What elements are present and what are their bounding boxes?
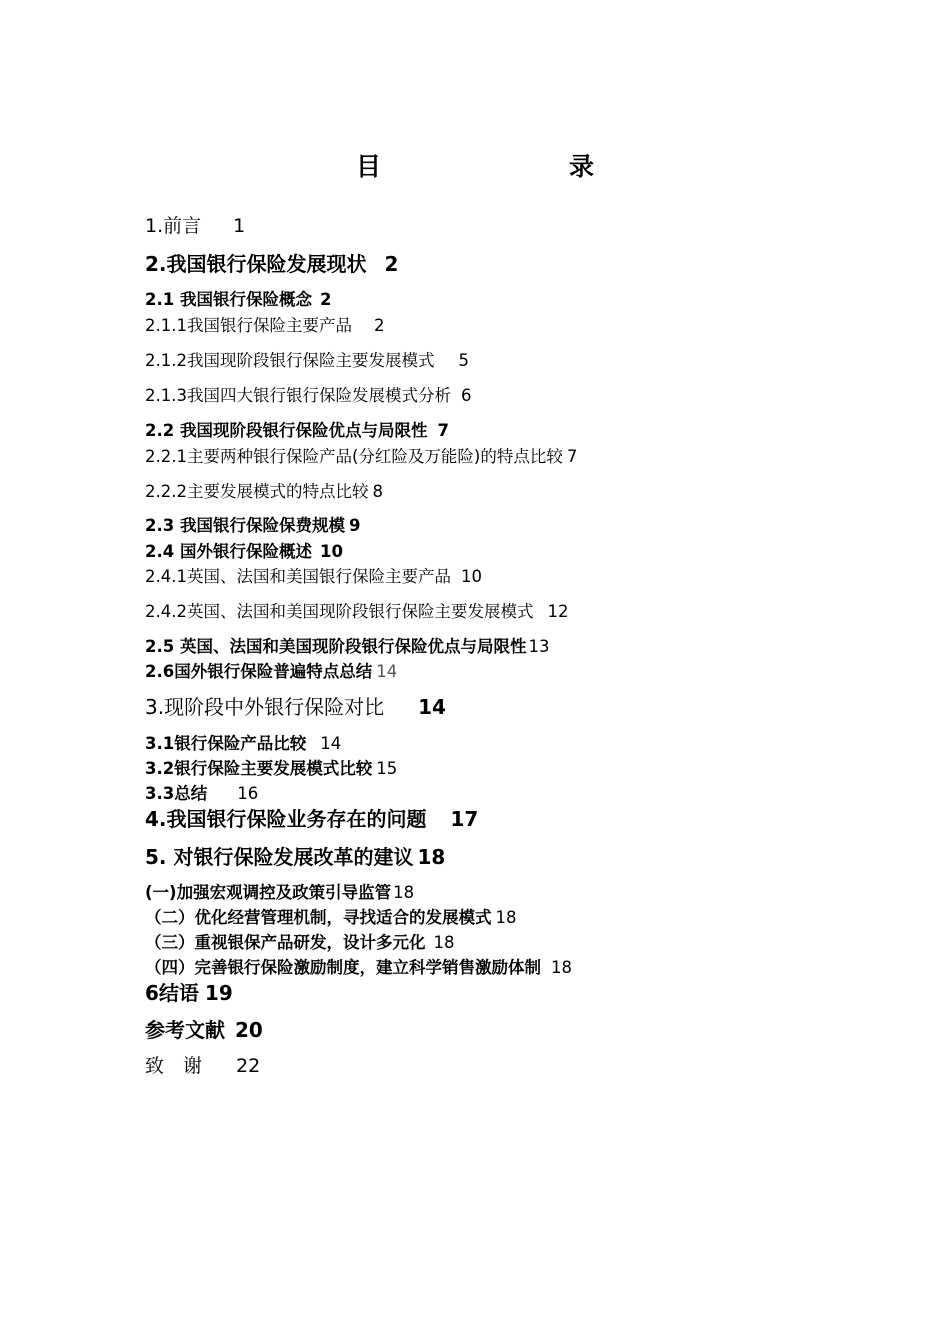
toc-entry-page: 10	[319, 542, 343, 561]
toc-entry-page: 9	[348, 516, 361, 535]
toc-entry	[145, 217, 245, 236]
toc-entry	[145, 569, 482, 586]
toc-entry	[145, 353, 469, 370]
toc-entry-page: 12	[547, 602, 569, 621]
toc-entry	[145, 1020, 263, 1040]
toc-entry	[145, 639, 549, 656]
toc-entry-page: 2	[373, 316, 385, 335]
toc-entry	[145, 885, 414, 902]
toc-entry-text: 3.现阶段中外银行保险对比	[145, 695, 385, 719]
toc-entry-text: 参考文献	[145, 1018, 225, 1042]
toc-entry-text: （四）完善银行保险激励制度，建立科学销售激励体制	[145, 958, 541, 977]
toc-entry-page: 18	[433, 933, 455, 952]
toc-entry	[145, 935, 455, 952]
toc-entry-page: 22	[236, 1055, 261, 1077]
toc-entry-page: 6	[460, 386, 472, 405]
toc-entry-text: 2.4.1英国、法国和美国银行保险主要产品	[145, 567, 451, 586]
toc-entry-page: 14	[376, 662, 398, 681]
toc-entry	[145, 544, 343, 561]
toc-entry-text: （二）优化经营管理机制，寻找适合的发展模式	[145, 908, 492, 927]
toc-entry-text: 2.4 国外银行保险概述	[145, 542, 312, 561]
toc-entry-text: （三）重视银保产品研发，设计多元化	[145, 933, 426, 952]
toc-entry-text: 2.1.2我国现阶段银行保险主要发展模式	[145, 351, 435, 370]
toc-entry-page: 18	[495, 908, 517, 927]
toc-entry-page: 8	[372, 482, 383, 501]
toc-entry-text: 3.1银行保险产品比较	[145, 734, 307, 753]
toc-entry-text: 2.6国外银行保险普遍特点总结	[145, 662, 373, 681]
toc-entry-text: 4.我国银行保险业务存在的问题	[145, 807, 427, 831]
toc-entry	[145, 697, 446, 717]
toc-entry	[145, 604, 568, 621]
toc-entry	[145, 910, 517, 927]
toc-entry-page: 1	[233, 215, 246, 237]
toc-entry	[145, 254, 398, 274]
toc-entry-page: 7	[437, 421, 449, 440]
toc-entry-page: 19	[204, 981, 233, 1005]
toc-entry	[145, 292, 331, 309]
toc-entry-page: 20	[235, 1018, 263, 1042]
toc-entry	[145, 449, 577, 466]
toc-entry-text: 2.2.2主要发展模式的特点比较	[145, 482, 369, 501]
toc-entry	[145, 318, 384, 335]
toc-entry	[145, 786, 258, 803]
toc-entry-text: 2.1.3我国四大银行银行保险发展模式分析	[145, 386, 451, 405]
toc-entry-text: 2.2 我国现阶段银行保险优点与局限性	[145, 421, 428, 440]
toc-entry-page: 7	[566, 447, 578, 466]
toc-entry	[145, 388, 471, 405]
toc-entry-page: 13	[528, 637, 550, 656]
toc-entry	[145, 664, 397, 681]
toc-entry-text: 2.4.2英国、法国和美国现阶段银行保险主要发展模式	[145, 602, 534, 621]
toc-entry	[145, 983, 233, 1003]
toc-entry-page: 2	[319, 290, 332, 309]
toc-entry	[145, 423, 449, 440]
toc-entry-page: 10	[460, 567, 482, 586]
toc-entry	[145, 484, 383, 501]
toc-entry-page: 16	[237, 784, 259, 803]
toc-entry-page: 14	[418, 695, 446, 719]
toc-entry-text: 2.我国银行保险发展现状	[145, 252, 367, 276]
toc-entry-page: 2	[384, 252, 399, 276]
toc-entry-text: 2.3 我国银行保险保费规模	[145, 516, 345, 535]
toc-entry-page: 14	[320, 734, 342, 753]
toc-entry-page: 15	[376, 759, 398, 778]
toc-entry-text: 2.1.1我国银行保险主要产品	[145, 316, 352, 335]
toc-entry-text: 5. 对银行保险发展改革的建议	[145, 845, 414, 869]
page-title: 目 录	[355, 152, 640, 181]
toc-entry-page: 18	[551, 958, 572, 977]
toc-entry-text: 2.1 我国银行保险概念	[145, 290, 312, 309]
toc-entry-text: 6结语	[145, 981, 199, 1005]
toc-entry-text: 1.前言	[145, 215, 202, 237]
toc-entry-text: 3.2银行保险主要发展模式比较	[145, 759, 373, 778]
toc-entry	[145, 518, 360, 535]
toc-entry-text: 2.5 英国、法国和美国现阶段银行保险优点与局限性	[145, 637, 527, 656]
toc-entry-text: 2.2.1主要两种银行保险产品(分红险及万能险)的特点比较	[145, 447, 563, 466]
toc-entry	[145, 809, 478, 829]
toc-entry-page: 17	[450, 807, 479, 831]
toc-entry	[145, 761, 397, 778]
toc-entry-page: 18	[393, 883, 415, 902]
toc-entry-page: 18	[417, 845, 446, 869]
toc-entry-text: 3.3总结	[145, 784, 208, 803]
toc-entry	[145, 736, 341, 753]
toc-entry	[145, 847, 445, 867]
toc-entry-page: 5	[458, 351, 469, 370]
toc-entry-text: (一)加强宏观调控及政策引导监管	[145, 883, 392, 902]
toc-entry	[145, 1057, 260, 1076]
toc-entry-text: 致 谢	[145, 1055, 203, 1077]
toc-entry	[145, 960, 572, 977]
